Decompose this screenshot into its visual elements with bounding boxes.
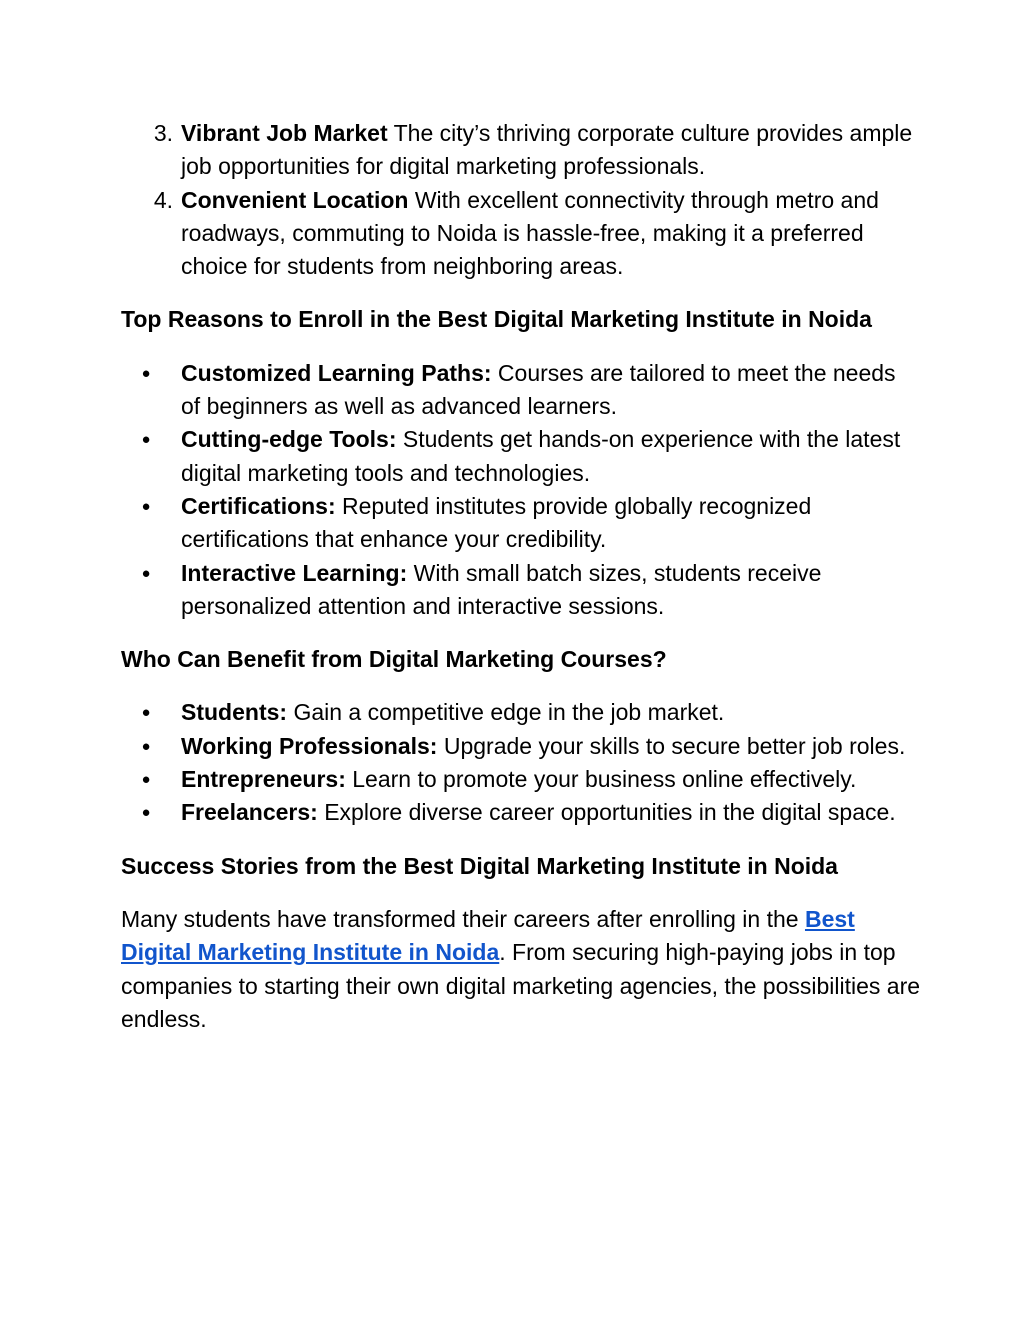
list-item bbox=[121, 117, 921, 184]
section-heading-benefit: Who Can Benefit from Digital Marketing Courses? bbox=[121, 646, 667, 673]
list-number: 3. bbox=[153, 120, 173, 146]
section-heading-reasons: Top Reasons to Enroll in the Best Digital Marketing Institute in Noida bbox=[121, 306, 872, 333]
list-item-text: Students get hands-on experience with the latest digital marketing tools and technologies. bbox=[181, 426, 901, 486]
list-item-text: The city’s thriving corporate culture provides ample job opportunities for digital marketing professionals. bbox=[181, 120, 913, 180]
list-item-title: Working Professionals: bbox=[181, 732, 438, 759]
benefit-bullet-list bbox=[121, 696, 921, 829]
list-item-title: Students: bbox=[181, 699, 288, 726]
numbered-list bbox=[121, 117, 921, 283]
list-item bbox=[121, 423, 921, 490]
list-item-title: Customized Learning Paths: bbox=[181, 359, 492, 386]
reasons-bullet-list bbox=[121, 357, 921, 623]
list-item bbox=[121, 557, 921, 624]
list-item-title: Interactive Learning: bbox=[181, 559, 408, 586]
success-paragraph bbox=[121, 903, 921, 1036]
bullet-icon: ● bbox=[141, 771, 151, 789]
section-heading-success: Success Stories from the Best Digital Marketing Institute in Noida bbox=[121, 852, 838, 879]
list-item-title: Vibrant Job Market bbox=[181, 120, 388, 146]
list-item-text: Upgrade your skills to secure better job roles. bbox=[437, 732, 906, 759]
list-item bbox=[121, 357, 921, 424]
list-item-title: Cutting-edge Tools: bbox=[181, 426, 397, 453]
bullet-icon: ● bbox=[141, 564, 151, 582]
list-item bbox=[121, 763, 921, 796]
paragraph-text-after: . From securing high-paying jobs in top companies to starting their own digital marketing agencies, the possibilities are endless. bbox=[121, 939, 921, 1032]
list-item bbox=[121, 796, 921, 829]
list-item-text: With excellent connectivity through metro and roadways, commuting to Noida is hassle-free, making it a preferred choice for students from neighboring areas. bbox=[181, 186, 879, 280]
list-item bbox=[121, 184, 921, 284]
institute-link[interactable]: Best Digital Marketing Institute in Noida bbox=[121, 905, 855, 966]
list-item-text: Gain a competitive edge in the job market. bbox=[287, 699, 725, 726]
paragraph-text-before: Many students have transformed their careers after enrolling in the bbox=[121, 905, 805, 932]
list-item-title: Convenient Location bbox=[181, 186, 409, 213]
bullet-icon: ● bbox=[141, 364, 151, 382]
list-item-text: Courses are tailored to meet the needs of beginners as well as advanced learners. bbox=[181, 359, 896, 420]
bullet-icon: ● bbox=[141, 804, 151, 822]
bullet-icon: ● bbox=[141, 497, 151, 515]
list-item-title: Certifications: bbox=[181, 492, 336, 519]
list-item-text: Reputed institutes provide globally recognized certifications that enhance your credibility. bbox=[181, 492, 812, 553]
list-item-text: Explore diverse career opportunities in the digital space. bbox=[317, 799, 896, 826]
list-item bbox=[121, 730, 921, 763]
list-item-title: Freelancers: bbox=[181, 799, 318, 826]
list-item bbox=[121, 696, 921, 729]
bullet-icon: ● bbox=[141, 431, 151, 449]
bullet-icon: ● bbox=[141, 704, 151, 722]
list-item-text: With small batch sizes, students receive personalized attention and interactive sessions. bbox=[181, 559, 822, 619]
list-number: 4. bbox=[153, 186, 173, 213]
bullet-icon: ● bbox=[141, 737, 151, 755]
list-item-title: Entrepreneurs: bbox=[181, 766, 346, 793]
document-page bbox=[121, 117, 921, 1036]
list-item bbox=[121, 490, 921, 557]
list-item-text: Learn to promote your business online effectively. bbox=[345, 766, 857, 793]
